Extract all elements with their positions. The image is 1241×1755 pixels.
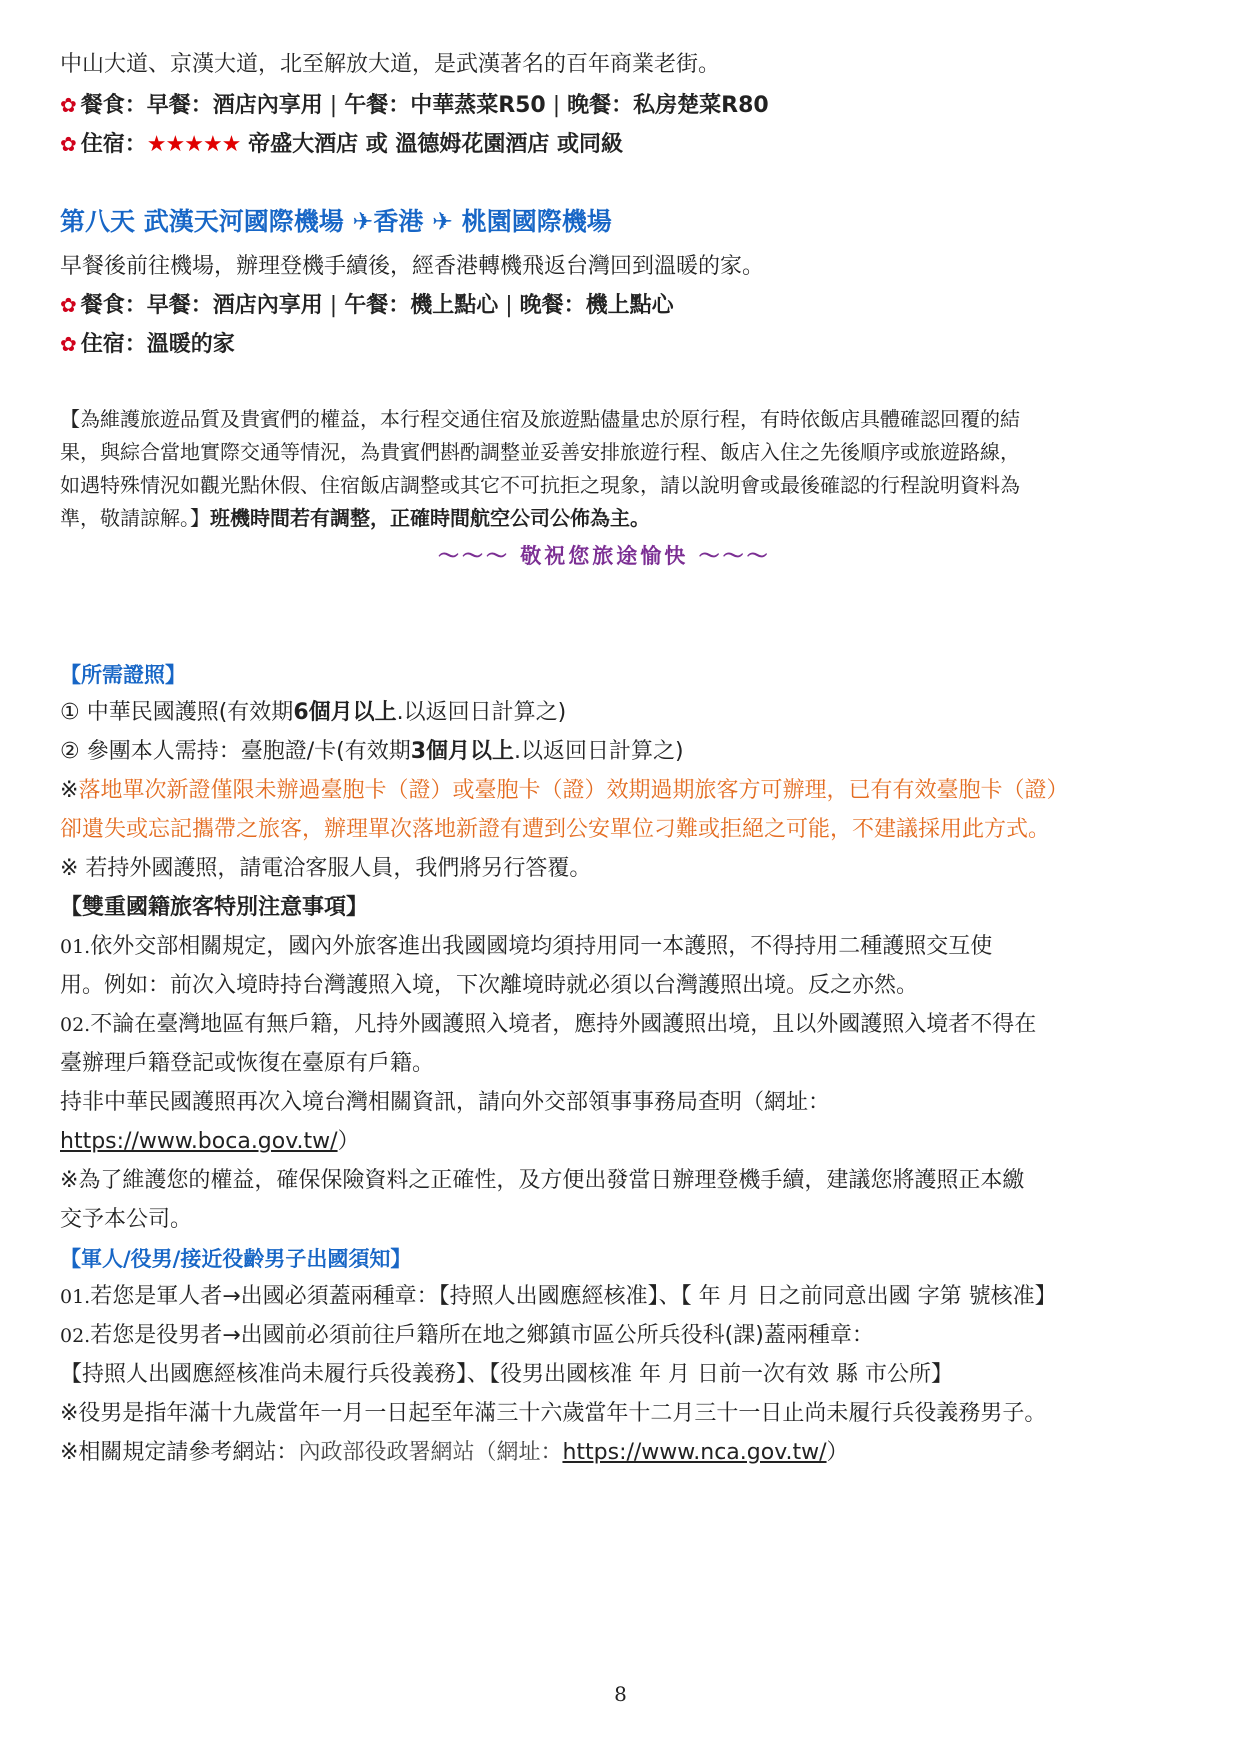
dual-item-1-text: 依外交部相關規定，國內外旅客進出我國國境均須持用同一本護照，不得持用二種護照交互使: [90, 934, 993, 959]
documents-item-2-text: 參團本人需持：臺胞證/卡(有效期: [79, 739, 411, 764]
dual-info-link-line: [60, 1127, 360, 1157]
meal-separator: |: [498, 293, 520, 318]
page-number: 8: [614, 1682, 627, 1706]
military-reference-label: ※相關規定請參考網站：: [60, 1440, 299, 1465]
military-item-2-text: 若您是役男者→出國前必須前往戶籍所在地之鄉鎮市區公所兵役科(課)蓋兩種章：: [90, 1323, 874, 1348]
military-reference-site: 內政部役政署網站（網址：: [298, 1440, 563, 1465]
day7-hotel-label: 住宿：: [80, 132, 147, 157]
documents-item-2: [60, 737, 684, 767]
circled-number: ①: [60, 700, 80, 725]
military-reference: [60, 1438, 849, 1468]
flower-icon: ✿: [60, 132, 77, 156]
military-item-1-text: 若您是軍人者→出國必須蓋兩種章：【持照人出國應經核准】、【 年 月 日之前同意出國 字第 號核准】: [90, 1284, 1057, 1309]
meal-separator: |: [322, 293, 345, 318]
day8-meals-dinner: 晚餐：機上點心: [519, 293, 674, 318]
validity-period: 6個月以上: [293, 700, 397, 725]
dual-item-1: [60, 932, 992, 962]
dual-item-2-text: 不論在臺灣地區有無戶籍，凡持外國護照入境者，應持外國護照出境，且以外國護照入境者不得在: [90, 1012, 1037, 1037]
dual-info: 持非中華民國護照再次入境台灣相關資訊，請向外交部領事事務局查明（網址：: [60, 1090, 831, 1115]
day8-meals: [60, 290, 674, 321]
dual-item-2-cont: 臺辦理戶籍登記或恢復在臺原有戶籍。: [60, 1051, 435, 1076]
day8-hotel-text: 住宿：溫暖的家: [80, 332, 235, 357]
reference-mark: ※: [60, 778, 79, 803]
dual-keep-note: ※為了維護您的權益，確保保險資料之正確性，及方便出發當日辦理登機手續，建議您將護照正本繳: [60, 1168, 1025, 1193]
documents-item-1: [60, 698, 566, 728]
notice-line-4-text: 準，敬請諒解。】: [60, 506, 210, 530]
nca-link[interactable]: https://www.nca.gov.tw/: [562, 1440, 827, 1465]
circled-number: ②: [60, 739, 80, 764]
dual-item-2: [60, 1010, 1036, 1040]
documents-item-1-tail: .以返回日計算之): [396, 700, 567, 725]
military-item-1: [60, 1282, 1057, 1312]
day7-meals-breakfast: 餐食：早餐：酒店內享用: [80, 93, 323, 118]
item-number: 01.: [60, 1286, 91, 1308]
notice-flight-note: 班機時間若有調整，正確時間航空公司公佈為主。: [210, 506, 650, 530]
item-number: 01.: [60, 936, 91, 958]
day8-desc: 早餐後前往機場，辦理登機手續後，經香港轉機飛返台灣回到溫暖的家。: [60, 254, 765, 279]
documents-item-2-tail: .以返回日計算之): [514, 739, 684, 764]
meal-separator: |: [545, 93, 568, 118]
closing-paren: ）: [337, 1129, 360, 1154]
notice-line-4: [60, 503, 650, 533]
day7-intro-tail: 中山大道、京漢大道，北至解放大道，是武漢著名的百年商業老街。: [60, 52, 721, 77]
documents-warning-1: [60, 776, 1068, 806]
documents-heading: 【所需證照】: [60, 663, 186, 687]
validity-period: 3個月以上: [410, 739, 515, 764]
documents-warning-2: 卻遺失或忘記攜帶之旅客，辦理單次落地新證有遭到公安單位刁難或拒絕之可能，不建議採用此方式。: [60, 817, 1051, 842]
day7-hotel-text: 帝盛大酒店 或 溫德姆花園酒店 或同級: [240, 132, 624, 157]
documents-foreign-note: ※ 若持外國護照，請電洽客服人員，我們將另行答覆。: [60, 856, 592, 881]
military-stamps: 【持照人出國應經核准尚未履行兵役義務】、【役男出國核准 年 月 日前一次有效 縣 市公所】: [60, 1362, 953, 1387]
flower-icon: ✿: [60, 93, 77, 117]
item-number: 02.: [60, 1014, 91, 1036]
day8-title: 第八天 武漢天河國際機場 ✈香港 ✈ 桃園國際機場: [60, 207, 612, 236]
day7-meals: [60, 90, 769, 121]
notice-line-2: 果，與綜合當地實際交通等情況，為貴賓們斟酌調整並妥善安排旅遊行程、飯店入住之先後順序或旅遊路線，: [60, 440, 1020, 464]
military-heading: 【軍人/役男/接近役齡男子出國須知】: [60, 1247, 412, 1271]
military-note: ※役男是指年滿十九歲當年一月一日起至年滿三十六歲當年十二月三十一日止尚未履行兵役義務男子。: [60, 1401, 1047, 1426]
closing-paren: ）: [826, 1440, 849, 1465]
item-number: 02.: [60, 1325, 91, 1347]
dual-item-1-cont: 用。例如：前次入境時持台灣護照入境，下次離境時就必須以台灣護照出境。反之亦然。: [60, 973, 919, 998]
day7-meals-dinner: 晚餐：私房楚菜R80: [567, 93, 769, 118]
meal-separator: |: [322, 93, 345, 118]
boca-link[interactable]: https://www.boca.gov.tw/: [60, 1129, 338, 1154]
day8-meals-breakfast: 餐食：早餐：酒店內享用: [80, 293, 323, 318]
notice-line-3: 如遇特殊情況如觀光點休假、住宿飯店調整或其它不可抗拒之現象，請以說明會或最後確認的行程說明資料為: [60, 473, 1020, 497]
day7-hotel: [60, 129, 623, 160]
documents-item-1-text: 中華民國護照(有效期: [79, 700, 294, 725]
military-item-2: [60, 1321, 874, 1351]
documents-warning-text-1: 落地單次新證僅限未辦過臺胞卡（證）或臺胞卡（證）效期過期旅客方可辦理，已有有效臺胞卡（證）: [78, 778, 1069, 803]
flower-icon: ✿: [60, 293, 77, 317]
wish-line: ～～～ 敬祝您旅途愉快 ～～～: [438, 544, 771, 568]
dual-keep-note-cont: 交予本公司。: [60, 1207, 193, 1232]
day8-meals-lunch: 午餐：機上點心: [344, 293, 499, 318]
flower-icon: ✿: [60, 332, 77, 356]
notice-line-1: 【為維護旅遊品質及貴賓們的權益，本行程交通住宿及旅遊點儘量忠於原行程，有時依飯店具體確認回覆的結: [60, 407, 1020, 431]
dual-heading: 【雙重國籍旅客特別注意事項】: [60, 895, 369, 920]
star-rating: ★★★★★: [146, 132, 241, 157]
day8-hotel: [60, 329, 235, 360]
day7-meals-lunch: 午餐：中華蒸菜R50: [344, 93, 546, 118]
